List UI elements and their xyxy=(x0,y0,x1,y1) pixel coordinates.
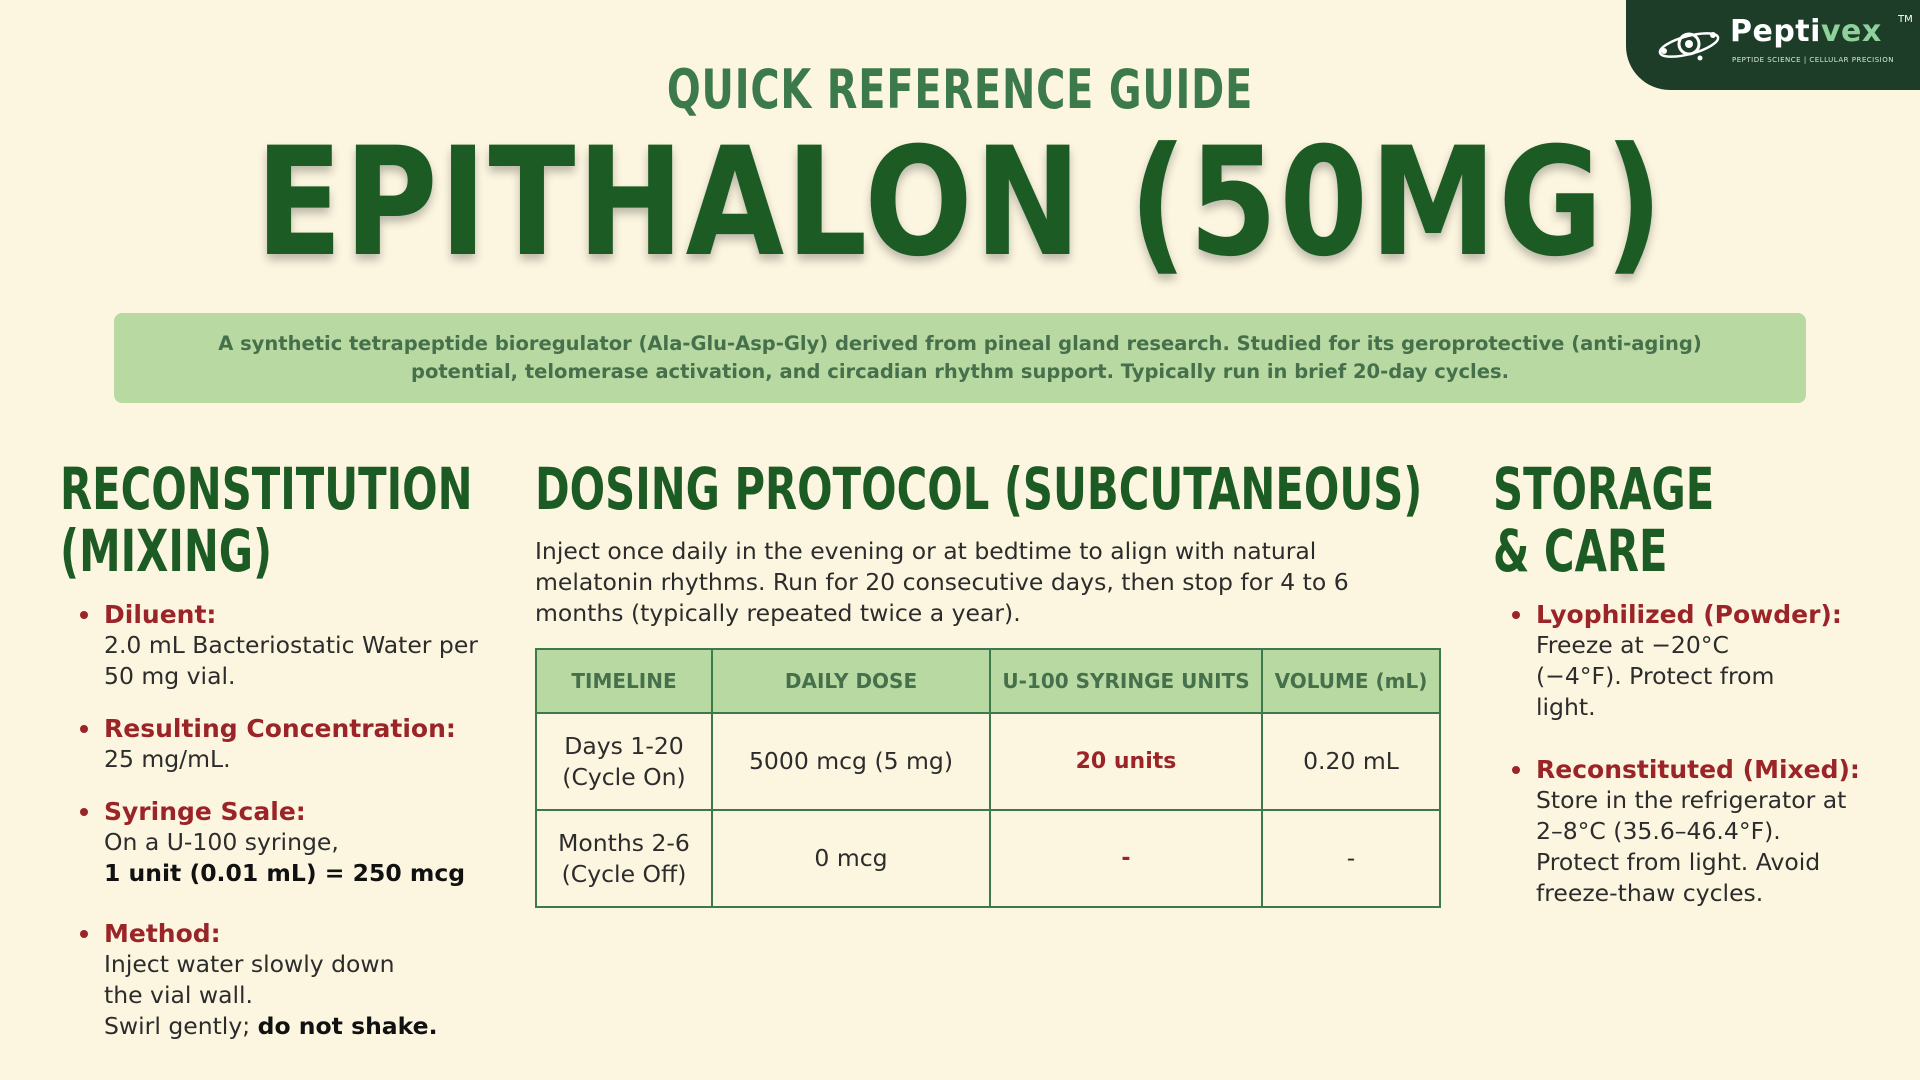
list-item xyxy=(80,919,480,1042)
description-text: A synthetic tetrapeptide bioregulator (Ala-Glu-Asp-Gly) derived from pineal gland research. Studied for its geroprotective (anti-aging) potential, telomerase activation, and circadian rhythm support. Typically run in brief 20-day cycles. xyxy=(218,332,1702,383)
item-text-line: Swirl gently; do not shake. xyxy=(104,1012,438,1040)
page-title: EPITHALON (50MG) xyxy=(255,116,1665,290)
storage-heading: STORAGE & CARE xyxy=(1493,455,1715,585)
item-label: Diluent: xyxy=(104,600,217,629)
item-text: 25 mg/mL. xyxy=(104,745,231,773)
brand-tagline: PEPTIDE SCIENCE | CELLULAR PRECISION xyxy=(1732,56,1894,64)
item-label: Resulting Concentration: xyxy=(104,714,456,743)
item-label: Reconstituted (Mixed): xyxy=(1536,755,1860,784)
list-item xyxy=(80,600,480,692)
list-item xyxy=(80,797,480,889)
dose-cell: 0 mcg xyxy=(712,810,990,907)
table-header-row xyxy=(536,649,1440,713)
timeline-cell: Months 2-6 (Cycle Off) xyxy=(536,810,712,907)
reconstitution-heading: RECONSTITUTION (MIXING) xyxy=(60,455,473,585)
item-strong-text: 1 unit (0.01 mL) = 250 mcg xyxy=(104,859,466,887)
item-label: Lyophilized (Powder): xyxy=(1536,600,1842,629)
column-header: DAILY DOSE xyxy=(712,649,990,713)
timeline-cell: Days 1-20 (Cycle On) xyxy=(536,713,712,810)
dosing-table xyxy=(535,648,1441,908)
units-cell: 20 units xyxy=(990,713,1262,810)
units-cell: - xyxy=(990,810,1262,907)
page-subtitle: QUICK REFERENCE GUIDE xyxy=(666,58,1254,121)
item-text: On a U-100 syringe, xyxy=(104,828,339,856)
list-item xyxy=(80,714,480,775)
item-text: Freeze at −20°C (−4°F). Protect from light. xyxy=(1536,631,1775,721)
reconstitution-list xyxy=(80,600,480,1064)
item-label: Method: xyxy=(104,919,221,948)
dose-cell: 5000 mcg (5 mg) xyxy=(712,713,990,810)
table-row xyxy=(536,713,1440,810)
item-label: Syringe Scale: xyxy=(104,797,306,826)
volume-cell: 0.20 mL xyxy=(1262,713,1440,810)
column-header: U-100 SYRINGE UNITS xyxy=(990,649,1262,713)
table-row xyxy=(536,810,1440,907)
brand-name: Peptivex xyxy=(1730,14,1882,49)
list-item xyxy=(1512,755,1892,909)
column-header: TIMELINE xyxy=(536,649,712,713)
dosing-intro: Inject once daily in the evening or at bedtime to align with natural melatonin rhythms. Run for 20 consecutive days, then stop for 4 to 6 months (typically repeated twice a year). xyxy=(535,537,1349,627)
item-text: 2.0 mL Bacteriostatic Water per 50 mg vial. xyxy=(104,631,478,690)
item-text: Inject water slowly down the vial wall. xyxy=(104,950,395,1009)
list-item xyxy=(1512,600,1892,723)
volume-cell: - xyxy=(1262,810,1440,907)
column-header: VOLUME (mL) xyxy=(1262,649,1440,713)
storage-list xyxy=(1512,600,1892,931)
item-text: Store in the refrigerator at 2–8°C (35.6–46.4°F). Protect from light. Avoid freeze-thaw cycles. xyxy=(1536,786,1847,907)
dosing-heading: DOSING PROTOCOL (SUBCUTANEOUS) xyxy=(535,455,1423,523)
description-banner xyxy=(114,313,1806,403)
trademark: TM xyxy=(1898,14,1913,25)
